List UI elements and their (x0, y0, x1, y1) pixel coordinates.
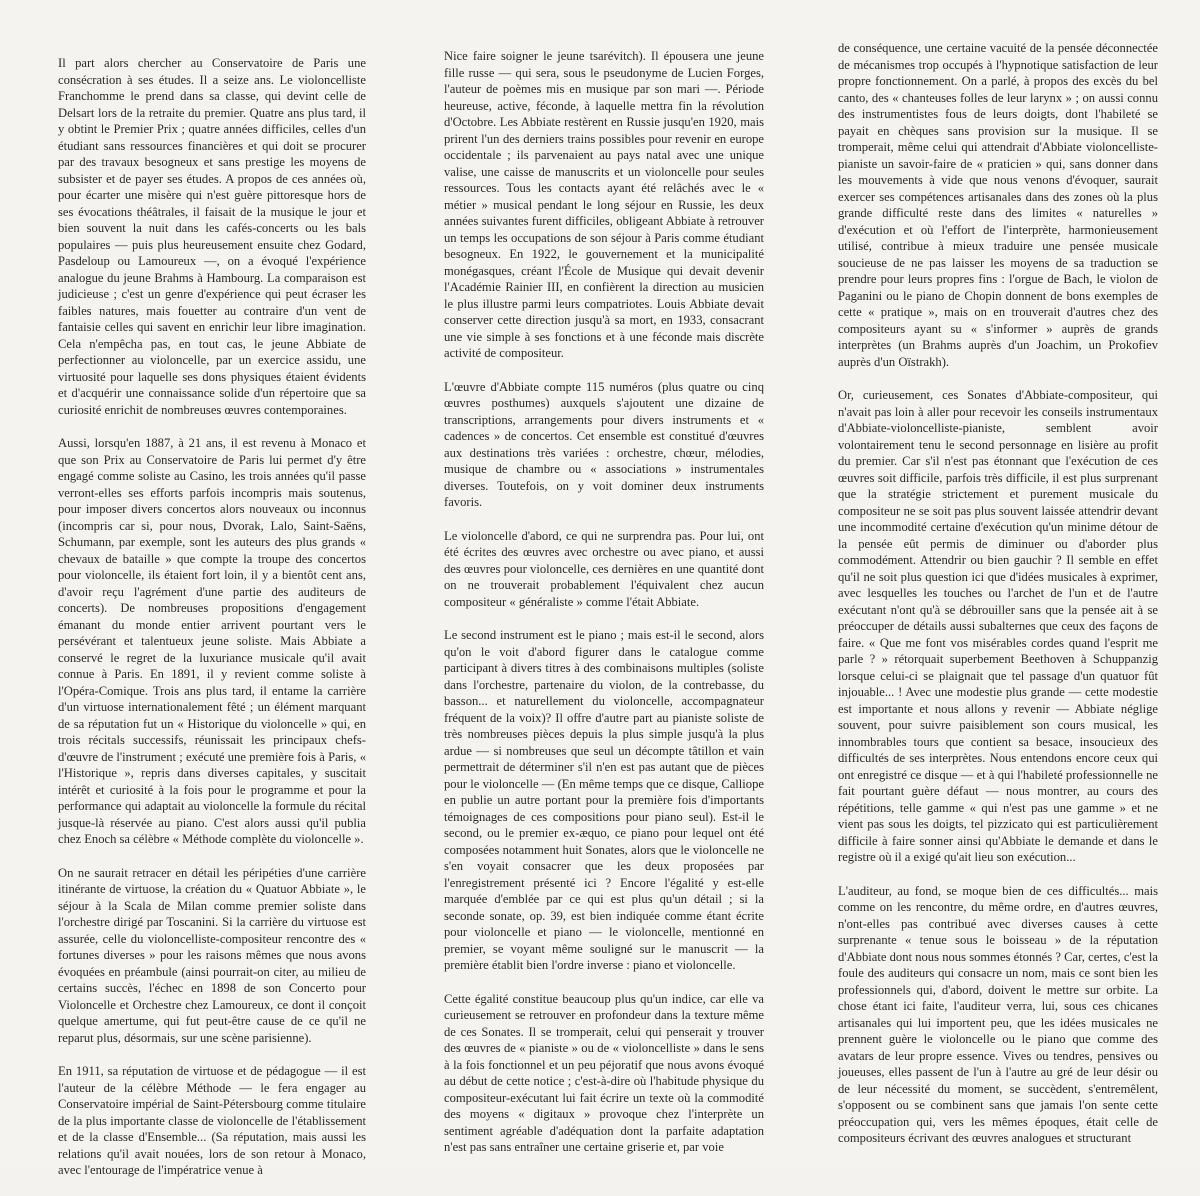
paragraph: Le second instrument est le piano ; mais est-il le second, alors qu'on le voit d'abord figurer dans le catalogue comme participant à divers titres à des combinaisons multiples (soliste dans l'orchestre, partenaire du violon, de la contrebasse, du basson... et naturellement du violoncelle, accompagnateur fréquent de la voix)? Il offre d'autre part au pianiste soliste de très nombreuses pièces depuis la plus simple jusqu'à la plus ardue — si nombreuses que seul un décompte tâtillon et vain permettrait de déterminer s'il n'en est pas autant que de pièces pour le violoncelle — (En même temps que ce disque, Calliope en publie un autre portant pour la première fois d'importants témoignages de ces compositions pour piano seul). Est-il le second, ou le premier ex-æquo, ce piano pour lequel ont été composées notamment huit Sonates, alors que le violoncelle ne s'en voyait consacrer que les deux proposées par l'enregistrement présenté ici ? Encore l'égalité y est-elle marquée d'emblée par ce qui est plus qu'un détail ; si la seconde sonate, op. 39, est bien indiquée comme étant écrite pour violoncelle et piano — le violoncelle, mentionné en premier, se voyant même souligné sur le manuscrit — la première établit bien l'ordre inverse : piano et violoncelle. (444, 628, 764, 972)
paragraph: Le violoncelle d'abord, ce qui ne surprendra pas. Pour lui, ont été écrites des œuvres avec orchestre ou avec piano, et aussi des œuvres pour violoncelle, ces dernières en une quantité dont on ne trouverait probablement l'équivalent chez aucun compositeur « généraliste » comme l'était Abbiate. (444, 528, 764, 609)
paragraph: En 1911, sa réputation de virtuose et de pédagogue — il est l'auteur de la célèbre Méthode — le fera engager au Conservatoire impérial de Saint-Pétersbourg comme titulaire de la plus importante classe de violoncelle de l'établissement et de la classe d'Ensemble... (Sa réputation, mais aussi les relations qu'il avait nouées, lors de son retour à Monaco, avec l'entourage de l'impératrice venue à (58, 1064, 366, 1177)
text-column-middle (444, 48, 764, 1173)
paragraph: L'auditeur, au fond, se moque bien de ces difficultés... mais comme on les rencontre, du même ordre, en d'autres œuvres, n'ont-elles pas contribué avec diverses causes à cette surprenante « tenue sous le boisseau » de la réputation d'Abbiate dont nous nous sommes étonnés ? Car, certes, c'est la foule des auditeurs qui consacre un nom, mais ce sont bien les professionnels qui, d'abord, doivent le mettre sur orbite. La chose étant ici faite, l'auditeur verra, lui, sous ces chicanes artisanales qui lui importent peu, que les idées musicales ne prennent guère le violoncelle ou le piano que comme des avatars de leur propre essence. Vives ou tendres, pensives ou joueuses, elles passent de l'un à l'autre au gré de leur désir ou de leur nécessité du moment, se succèdent, s'entremêlent, s'opposent ou se combinent sans que jamais l'on sente cette préoccupation qui, vers les mêmes époques, était celle de compositeurs écrivant des œuvres analogues et structurant (838, 883, 1158, 1145)
paragraph: de conséquence, une certaine vacuité de la pensée déconnectée de mécanismes trop occupés à l'hypnotique satisfaction de leur propre fonctionnement. On a parlé, à propos des excès du bel canto, des « chanteuses folles de leur larynx » ; on aussi connu des instrumentistes fous de leurs doigts, dont l'habileté se payait en chèques sans provision sur la musique. Il se tromperait, même celui qui attendrait d'Abbiate violoncelliste-pianiste un savoir-faire de « praticien » qui, sans donner dans les mouvements à vide que nous venons d'évoquer, saurait exercer ses compétences artisanales dans des zones où la plus grande difficulté reste dans des limites « naturelles » d'exécution et où l'effort de l'interprète, harmonieusement utilisé, contribue à mieux traduire une pensée musicale soucieuse de ne pas laisser les moyens de sa traduction se prendre pour leurs propres fins : l'orgue de Bach, le violon de Paganini ou le piano de Chopin donnent de bons exemples de cette « pratique », mais on en trouverait d'autres chez des compositeurs ayant su « s'informer » auprès de grands interprètes (un Brahms auprès d'un Joachim, un Prokofiev auprès d'un Oïstrakh). (838, 41, 1158, 369)
paragraph: Nice faire soigner le jeune tsarévitch). Il épousera une jeune fille russe — qui sera, sous le pseudonyme de Lucien Forges, l'auteur de poèmes mis en musique par son mari —. Période heureuse, active, féconde, à laquelle mettra fin la révolution d'Octobre. Les Abbiate restèrent en Russie jusqu'en 1920, mais prirent l'un des derniers trains possibles pour revenir en europe occidentale ; ils parvenaient au pays natal avec une unique valise, une caisse de manuscrits et un violoncelle pour seules ressources. Tous les contacts ayant été relâchés avec le « métier » musical pendant le long séjour en Russie, les deux années suivantes furent difficiles, obligeant Abbiate à retrouver un temps les occupations de son séjour à Paris comme étudiant besogneux. En 1922, le gouvernement et la municipalité monégasques, créant l'École de Musique qui devait devenir l'Académie Rainier III, en confièrent la direction au musicien le plus illustre parmi leurs compatriotes. Louis Abbiate devait conserver cette direction jusqu'à sa mort, en 1933, consacrant une vie simple à ses fonctions et à une féconde mais discrète activité de compositeur. (444, 49, 764, 360)
paragraph: Or, curieusement, ces Sonates d'Abbiate-compositeur, qui n'avait pas loin à aller pour recevoir les conseils instrumentaux d'Abbiate-violoncelliste-pianiste, semblent avoir volontairement tenu le second personnage en lisière au profit du premier. Car s'il n'est pas étonnant que l'exécution de ces œuvres soit difficile, parfois très difficile, il est plus surprenant que la stratégie strictement et purement musicale du compositeur ne se soit pas plus souvent laissée attendrir devant une incommodité certaine d'exécution qu'un minime détour de la pensée eût permis de diminuer ou d'aborder plus commodément. Attendrir ou bien gauchir ? Il semble en effet qu'il ne soit plus question ici que d'idées musicales à exprimer, avec lesquelles les touches ou l'archet de l'un et de l'autre exécutant n'ont qu'à se débrouiller sans que la pensée ait à se préoccuper de détails aussi subalternes que ceux des façons de faire. « Que me font vos misérables cordes quand l'esprit me parle ? » rétorquait superbement Beethoven à Schuppanzig lorsque celui-ci se plaignait que tel passage d'un quatuor fût injouable... ! Avec une modestie plus grande — cette modestie est importante et nous allons y revenir — Abbiate néglige souvent, pour suivre paisiblement son cours musical, les innombrables tours que contient sa besace, insoucieux des difficultés de ses interprètes. Nous entendons encore ceux qui ont enregistré ce disque — et à qui l'habileté professionnelle ne fait pourtant guère défaut — nous montrer, au cours des répétitions, telle gamme « qui n'est pas une gamme » et ne vient pas sous les doigts, tel pizzicato qui est particulièrement difficile à faire sonner ainsi qu'Abbiate le demande et dans le registre où il a exigé qu'ait lieu son exécution... (838, 388, 1158, 864)
text-column-left (58, 55, 366, 1196)
text-column-right (838, 40, 1158, 1164)
paragraph: On ne saurait retracer en détail les péripéties d'une carrière itinérante de virtuose, la création du « Quatuor Abbiate », le séjour à la Scala de Milan comme premier soliste dans l'orchestre dirigé par Toscanini. Si la carrière du virtuose est assurée, celle du violoncelliste-compositeur rencontre des « fortunes diverses » pour les raisons mêmes que nous avons évoquées en préambule (ainsi pourrait-on citer, au milieu de certains succès, l'échec en 1898 de son Concerto pour Violoncelle et Orchestre chez Lamoureux, ce dont il conçoit quelque amertume, qui fut peut-être cause de ce qu'il ne reparut plus, désormais, sur une scène parisienne). (58, 865, 366, 1045)
paragraph: Il part alors chercher au Conservatoire de Paris une consécration à ses études. Il a seize ans. Le violoncelliste Franchomme le prend dans sa classe, qui devint celle de Delsart lors de la retraite du premier. Quatre ans plus tard, il y obtint le Premier Prix ; quatre années difficiles, celles d'un étudiant sans ressources financières et qui doit se procurer par des travaux besogneux et sans prestige les moyens de subsister et de payer ses études. A propos de ces années où, pour écarter une misère qui n'est guère pittoresque hors de ses évocations théâtrales, il faisait de la musique le jour et bien souvent la nuit dans les cafés-concerts ou les bals populaires — puis plus heureusement ensuite chez Godard, Pasdeloup ou Lamoureux —, on a évoqué l'expérience analogue du jeune Brahms à Hambourg. La comparaison est judicieuse ; c'est un genre d'expérience qui peut écraser les faibles natures, mais fouetter au contraire d'un vent de fantaisie celles qui savent en enrichir leur libre imagination. Cela n'empêcha pas, en tout cas, le jeune Abbiate de perfectionner au violoncelle, par un exercice assidu, une virtuosité pour laquelle ses dons physiques étaient évidents et d'acquérir une connaissance solide d'un répertoire que sa curiosité enrichit de nombreuses œuvres contemporaines. (58, 56, 366, 417)
paragraph: Cette égalité constitue beaucoup plus qu'un indice, car elle va curieusement se retrouver en profondeur dans la texture même de ces Sonates. Il se tromperait, celui qui penserait y trouver des œuvres de « pianiste » ou de « violoncelliste » dans le sens à la fois fonctionnel et un peu péjoratif que nous avons évoqué au début de cette notice ; c'est-à-dire où l'habitude physique du compositeur-exécutant lui fait écrire un texte où la commodité des moyens « digitaux » provoque chez l'interprète un sentiment agréable d'adéquation dont la parfaite adaptation n'est pas sans entraîner une certaine griserie et, par voie (444, 991, 764, 1154)
paragraph: L'œuvre d'Abbiate compte 115 numéros (plus quatre ou cinq œuvres posthumes) auxquels s'ajoutent une dizaine de transcriptions, arrangements pour divers instruments et « cadences » de concertos. Cet ensemble est constitué d'œuvres aux destinations très variées : orchestre, chœur, mélodies, musique de chambre ou « associations » instrumentales diverses. Toutefois, on y voit dominer deux instruments favoris. (444, 379, 764, 509)
paragraph: Aussi, lorsqu'en 1887, à 21 ans, il est revenu à Monaco et que son Prix au Conservatoire de Paris lui permet d'y être engagé comme soliste au Casino, les trois années qu'il passe verront-elles ses efforts parfois incompris mais soutenus, pour imposer divers concertos alors nouveaux ou inconnus (incompris car si, pour nous, Dvorak, Lalo, Saint-Saëns, Schumann, par exemple, sont les auteurs des plus grands « chevaux de bataille » que compte la troupe des concertos pour violoncelle, ils étaient fort loin, il y a bientôt cent ans, d'avoir reçu l'agrément d'une partie des auditeurs de concerts). De nombreuses propositions d'engagement émanant du monde entier arrivent pourtant vers le persévérant et talentueux jeune soliste. Mais Abbiate a conservé le regret de la luxuriance musicale qu'il avait connue à Paris. En 1891, il y revient comme soliste à l'Opéra-Comique. Trois ans plus tard, il entame la carrière d'un virtuose internationalement fêté ; un élément marquant de sa réputation fut un « Historique du violoncelle » qui, en trois récitals successifs, réunissait les principaux chefs-d'œuvre de l'instrument ; exécuté une première fois à Paris, « l'Historique », repris dans diverses capitales, y suscitait intérêt et curiosité à la fois pour le programme et pour la performance qui adaptait au violoncelle la formule du récital jusque-là réservée au piano. C'est alors aussi qu'il publia chez Enoch sa célèbre « Méthode complète du violoncelle ». (58, 436, 366, 846)
